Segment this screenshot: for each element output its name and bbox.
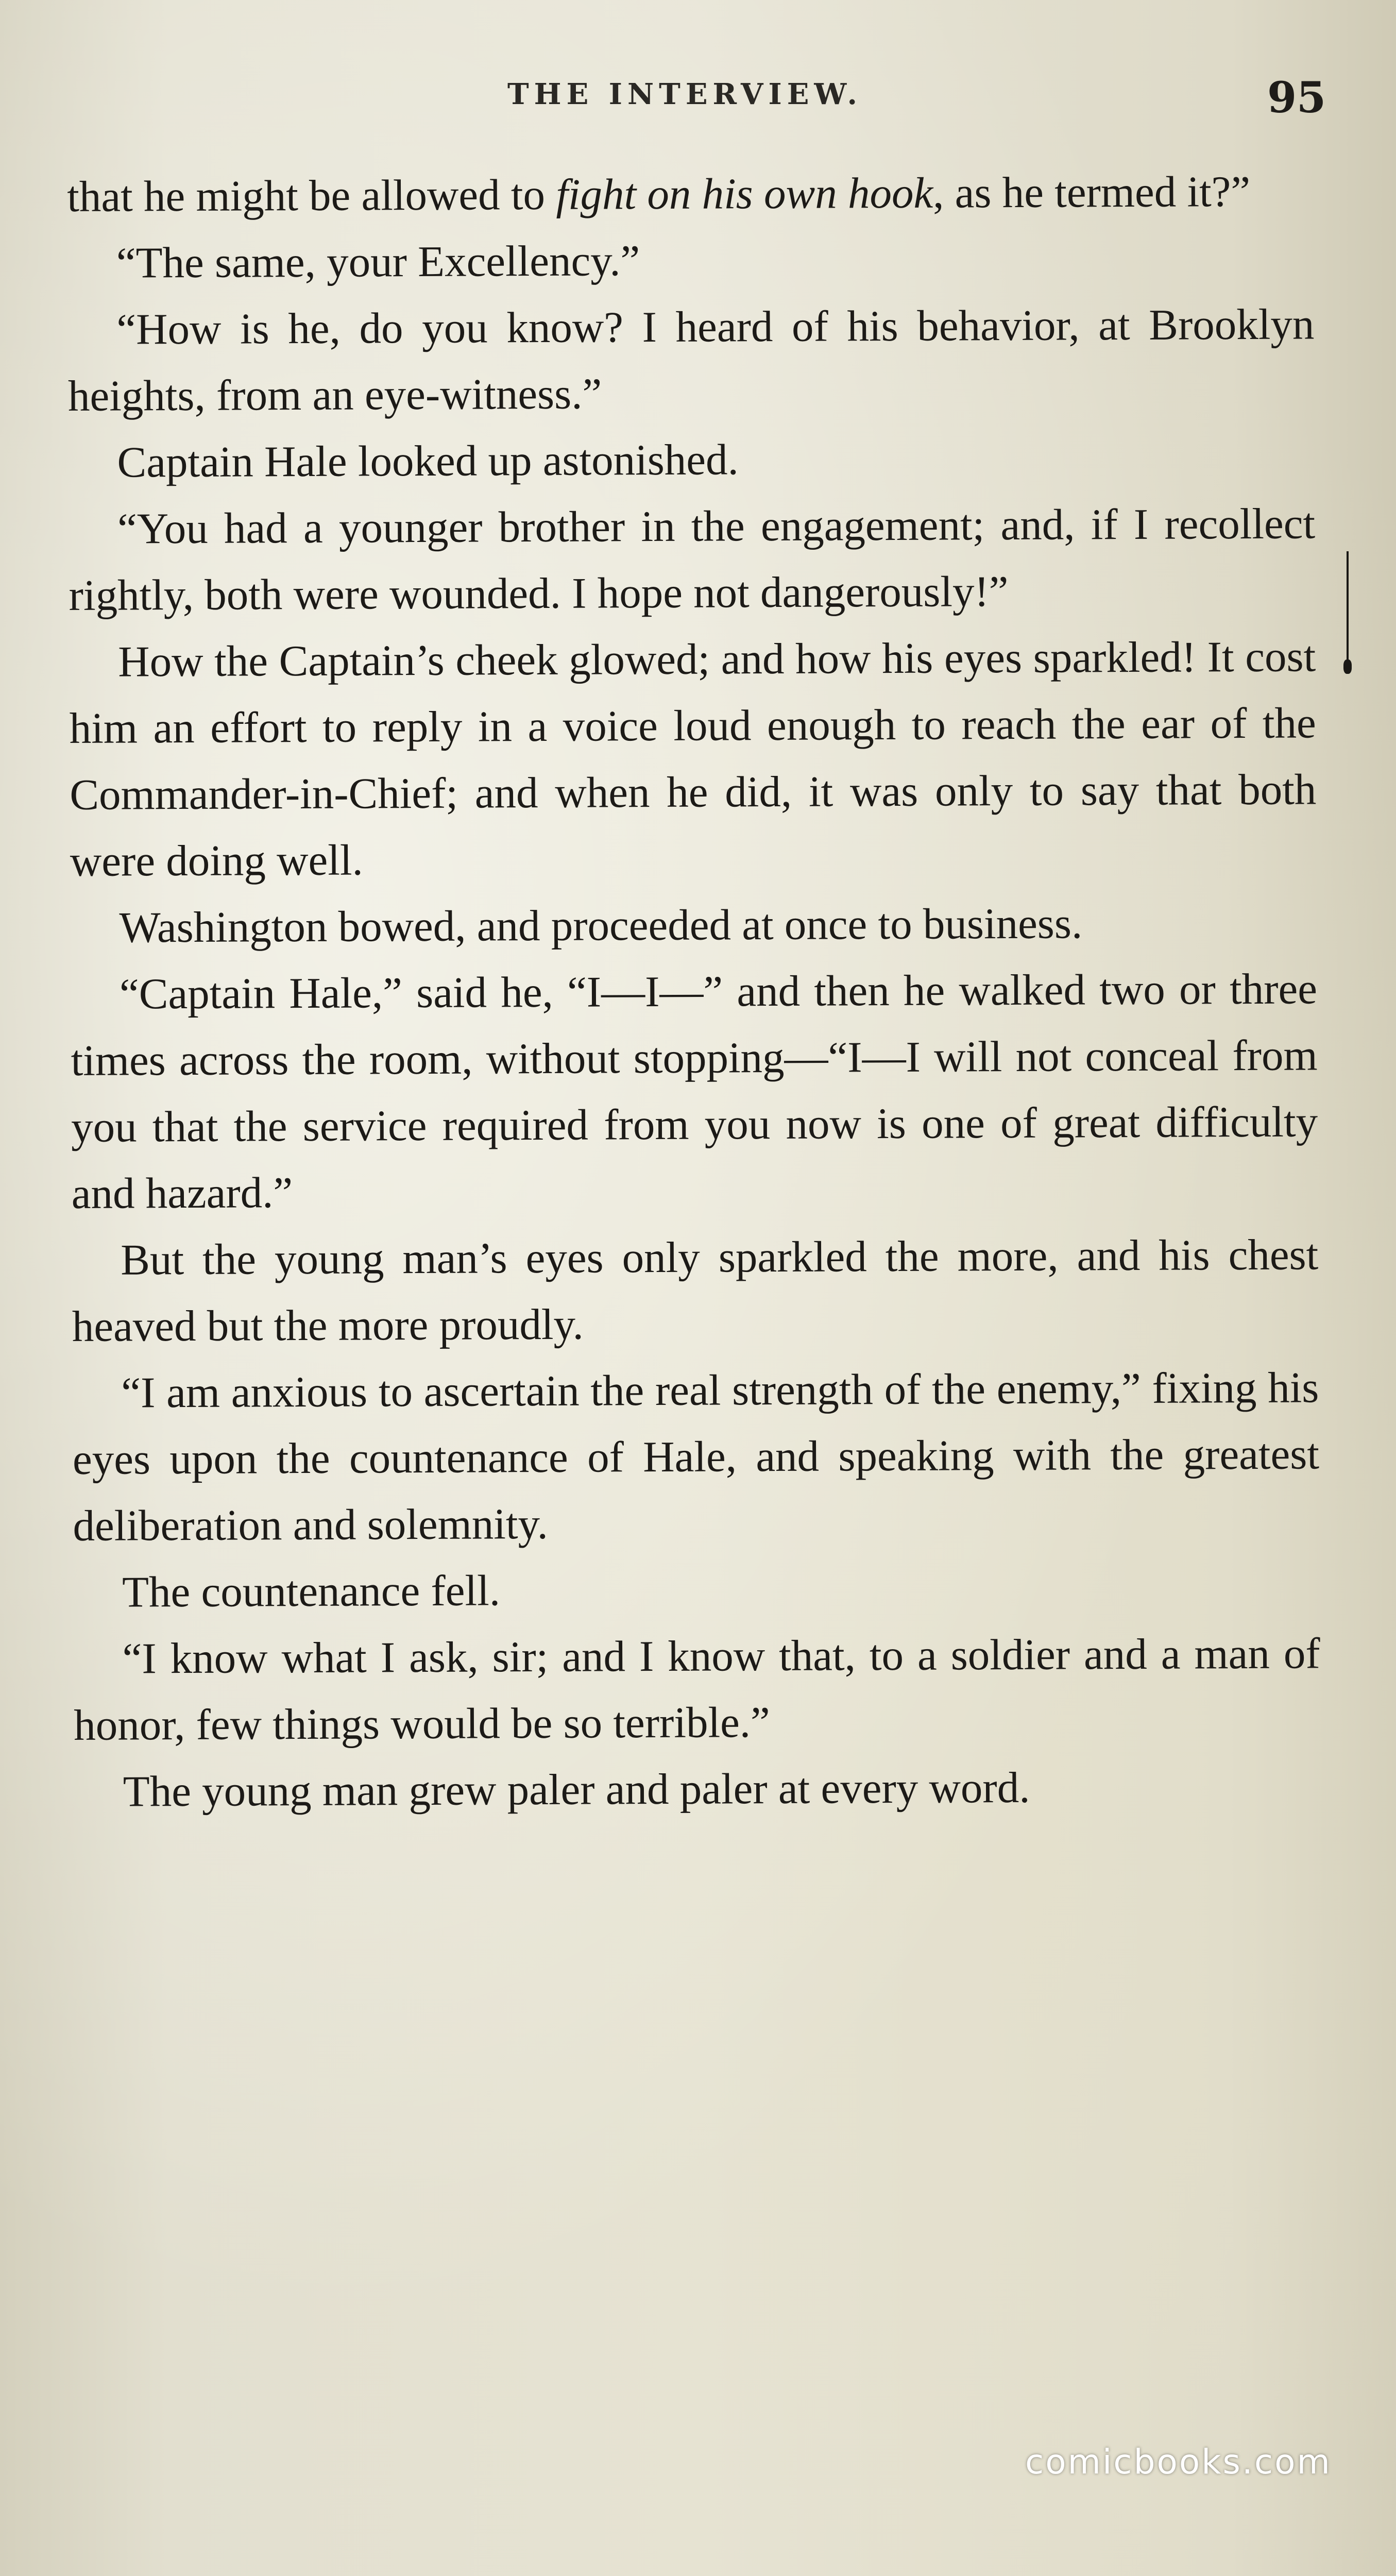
- paragraph: But the young man’s eyes only sparkled the more, and his chest heaved but the more proudly.: [72, 1230, 1319, 1351]
- page-number: 95: [1267, 73, 1326, 123]
- paragraph: “How is he, do you know? I heard of his behavior, at Brooklyn heights, from an eye-witness.”: [67, 300, 1315, 420]
- margin-mark-dot: [1343, 659, 1352, 674]
- paragraph: “I know what I ask, sir; and I know that, to a soldier and a man of honor, few things would be so terrible.”: [74, 1629, 1320, 1750]
- body-text: [67, 158, 1321, 1825]
- paragraph: How the Captain’s cheek glowed; and how his eyes sparkled! It cost him an effort to reply in a voice loud enough to reach the ear of the Commander-in-Chief; and when he did, it was only to say that both were doing well.: [69, 632, 1317, 886]
- paragraph-continuation: [67, 158, 1314, 230]
- running-head-title: THE INTERVIEW.: [507, 77, 863, 111]
- paragraph-continuation-text: that he might be allowed to: [67, 170, 556, 221]
- paragraph: The countenance fell.: [122, 1566, 501, 1617]
- margin-mark-bar: [1347, 551, 1349, 659]
- paragraph: The young man grew paler and paler at every word.: [123, 1763, 1030, 1816]
- paragraph: “You had a younger brother in the engagement; and, if I recollect rightly, both were wounded. I hope not dangerously!”: [69, 499, 1316, 620]
- paragraph: “The same, your Excellency.”: [116, 236, 640, 287]
- paragraph: “Captain Hale,” said he, “I—I—” and then he walked two or three times across the room, without stopping—“I—I will not conceal from you that the service required from you now is one of great difficulty and hazard.”: [71, 964, 1318, 1218]
- paragraph-continuation-tail: , as he termed it?”: [932, 167, 1251, 217]
- italic-phrase: fight on his own hook: [556, 168, 933, 219]
- margin-mark: [1343, 551, 1352, 680]
- paragraph: “I am anxious to ascertain the real strength of the enemy,” fixing his eyes upon the countenance of Hale, and speaking with the greatest deliberation and solemnity.: [72, 1363, 1320, 1550]
- paragraph: Captain Hale looked up astonished.: [117, 435, 739, 487]
- watermark: comicbooks.com: [1025, 2442, 1332, 2482]
- paragraph: Washington bowed, and proceeded at once to business.: [119, 899, 1083, 952]
